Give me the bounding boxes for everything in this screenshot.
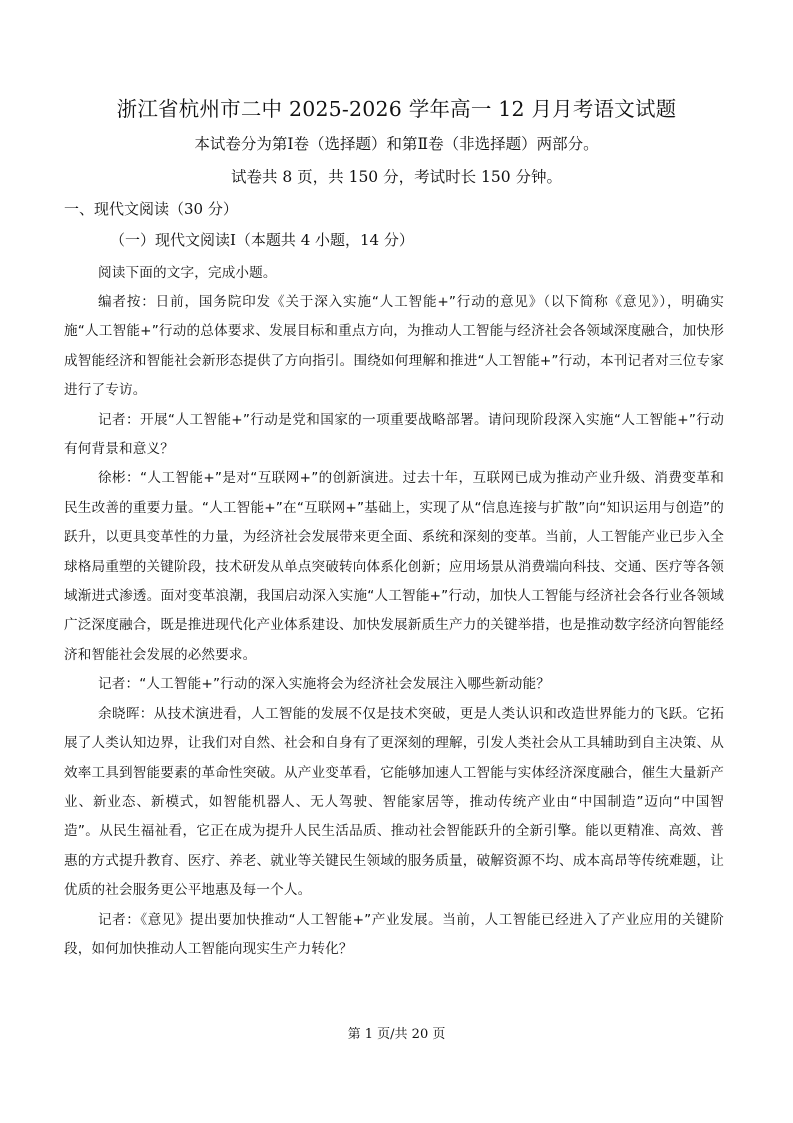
- exam-structure-note: 本试卷分为第Ⅰ卷（选择题）和第Ⅱ卷（非选择题）两部分。: [194, 135, 599, 153]
- exam-time-note: 试卷共 8 页，共 150 分，考试时长 150 分钟。: [230, 168, 563, 186]
- section-heading: 一、现代文阅读（30 分）: [64, 200, 238, 218]
- reporter-question-1: 记者：开展“人工智能+”行动是党和国家的一项重要战略部署。请问现阶段深入实施“人工智能+”行动有何背景和意义？: [64, 411, 724, 458]
- reporter-question-2: 记者：“人工智能+”行动的深入实施将会为经济社会发展注入哪些新动能？: [98, 676, 550, 693]
- answer-paragraph-2: 余晓晖：从技术演进看，人工智能的发展不仅是技术突破，更是人类认识和改造世界能力的飞跃。它拓展了人类认知边界，让我们对自然、社会和自身有了更深刻的理解，引发人类社会从工具辅助到自主决策、从效率工具到智能要素的革命性突破。从产业变革看，它能够加速人工智能与实体经济深度融合，催生大量新产业、新业态、新模式，如智能机器人、无人驾驶、智能家居等，推动传统产业由“中国制造”迈向“中国智造”。从民生福祉看，它正在成为提升人民生活品质、推动社会智能跃升的全新引擎。能以更精准、高效、普惠的方式提升教育、医疗、养老、就业等关键民生领域的服务质量，破解资源不均、成本高昂等传统难题，让优质的社会服务更公平地惠及每一个人。: [64, 705, 724, 899]
- editor-note-paragraph: 编者按：日前，国务院印发《关于深入实施“人工智能+”行动的意见》（以下简称《意见》），明确实施“人工智能+”行动的总体要求、发展目标和重点方向，为推动人工智能与经济社会各领域深度融合，加快形成智能经济和智能社会新形态提供了方向指引。围绕如何理解和推进“人工智能+”行动，本刊记者对三位专家进行了专访。: [64, 294, 724, 399]
- subsection-heading: （一）现代文阅读Ⅰ（本题共 4 小题，14 分）: [110, 231, 414, 249]
- reporter-question-3: 记者：《意见》提出要加快推动“人工智能+”产业发展。当前，人工智能已经进入了产业应用的关键阶段，如何加快推动人工智能向现实生产力转化？: [64, 911, 724, 957]
- page-footer: 第 1 页/共 20 页: [347, 1027, 446, 1042]
- exam-title: 浙江省杭州市二中 2025-2026 学年高一 12 月月考语文试题: [116, 97, 677, 121]
- reading-instruction: [64, 259, 724, 288]
- instruction-text: 阅读下面的文字，完成小题。: [98, 265, 277, 281]
- answer-paragraph-1: 徐彬：“人工智能+”是对“互联网+”的创新演进。过去十年，互联网已成为推动产业升级、消费变革和民生改善的重要力量。“人工智能+”在“互联网+”基础上，实现了从“信息连接与扩散”向“知识运用与创造”的跃升，以更具变革性的力量，为经济社会发展带来更全面、系统和深刻的变革。当前，人工智能产业已步入全球格局重塑的关键阶段，技术研发从单点突破转向体系化创新；应用场景从消费端向科技、交通、医疗等各领域渐进式渗透。面对变革浪潮，我国启动深入实施“人工智能+”行动，加快人工智能与经济社会各行业各领域广泛深度融合，既是推进现代化产业体系建设、加快发展新质生产力的关键举措，也是推动数字经济向智能经济和智能社会发展的必然要求。: [64, 470, 724, 663]
- reading-passage: [64, 288, 724, 964]
